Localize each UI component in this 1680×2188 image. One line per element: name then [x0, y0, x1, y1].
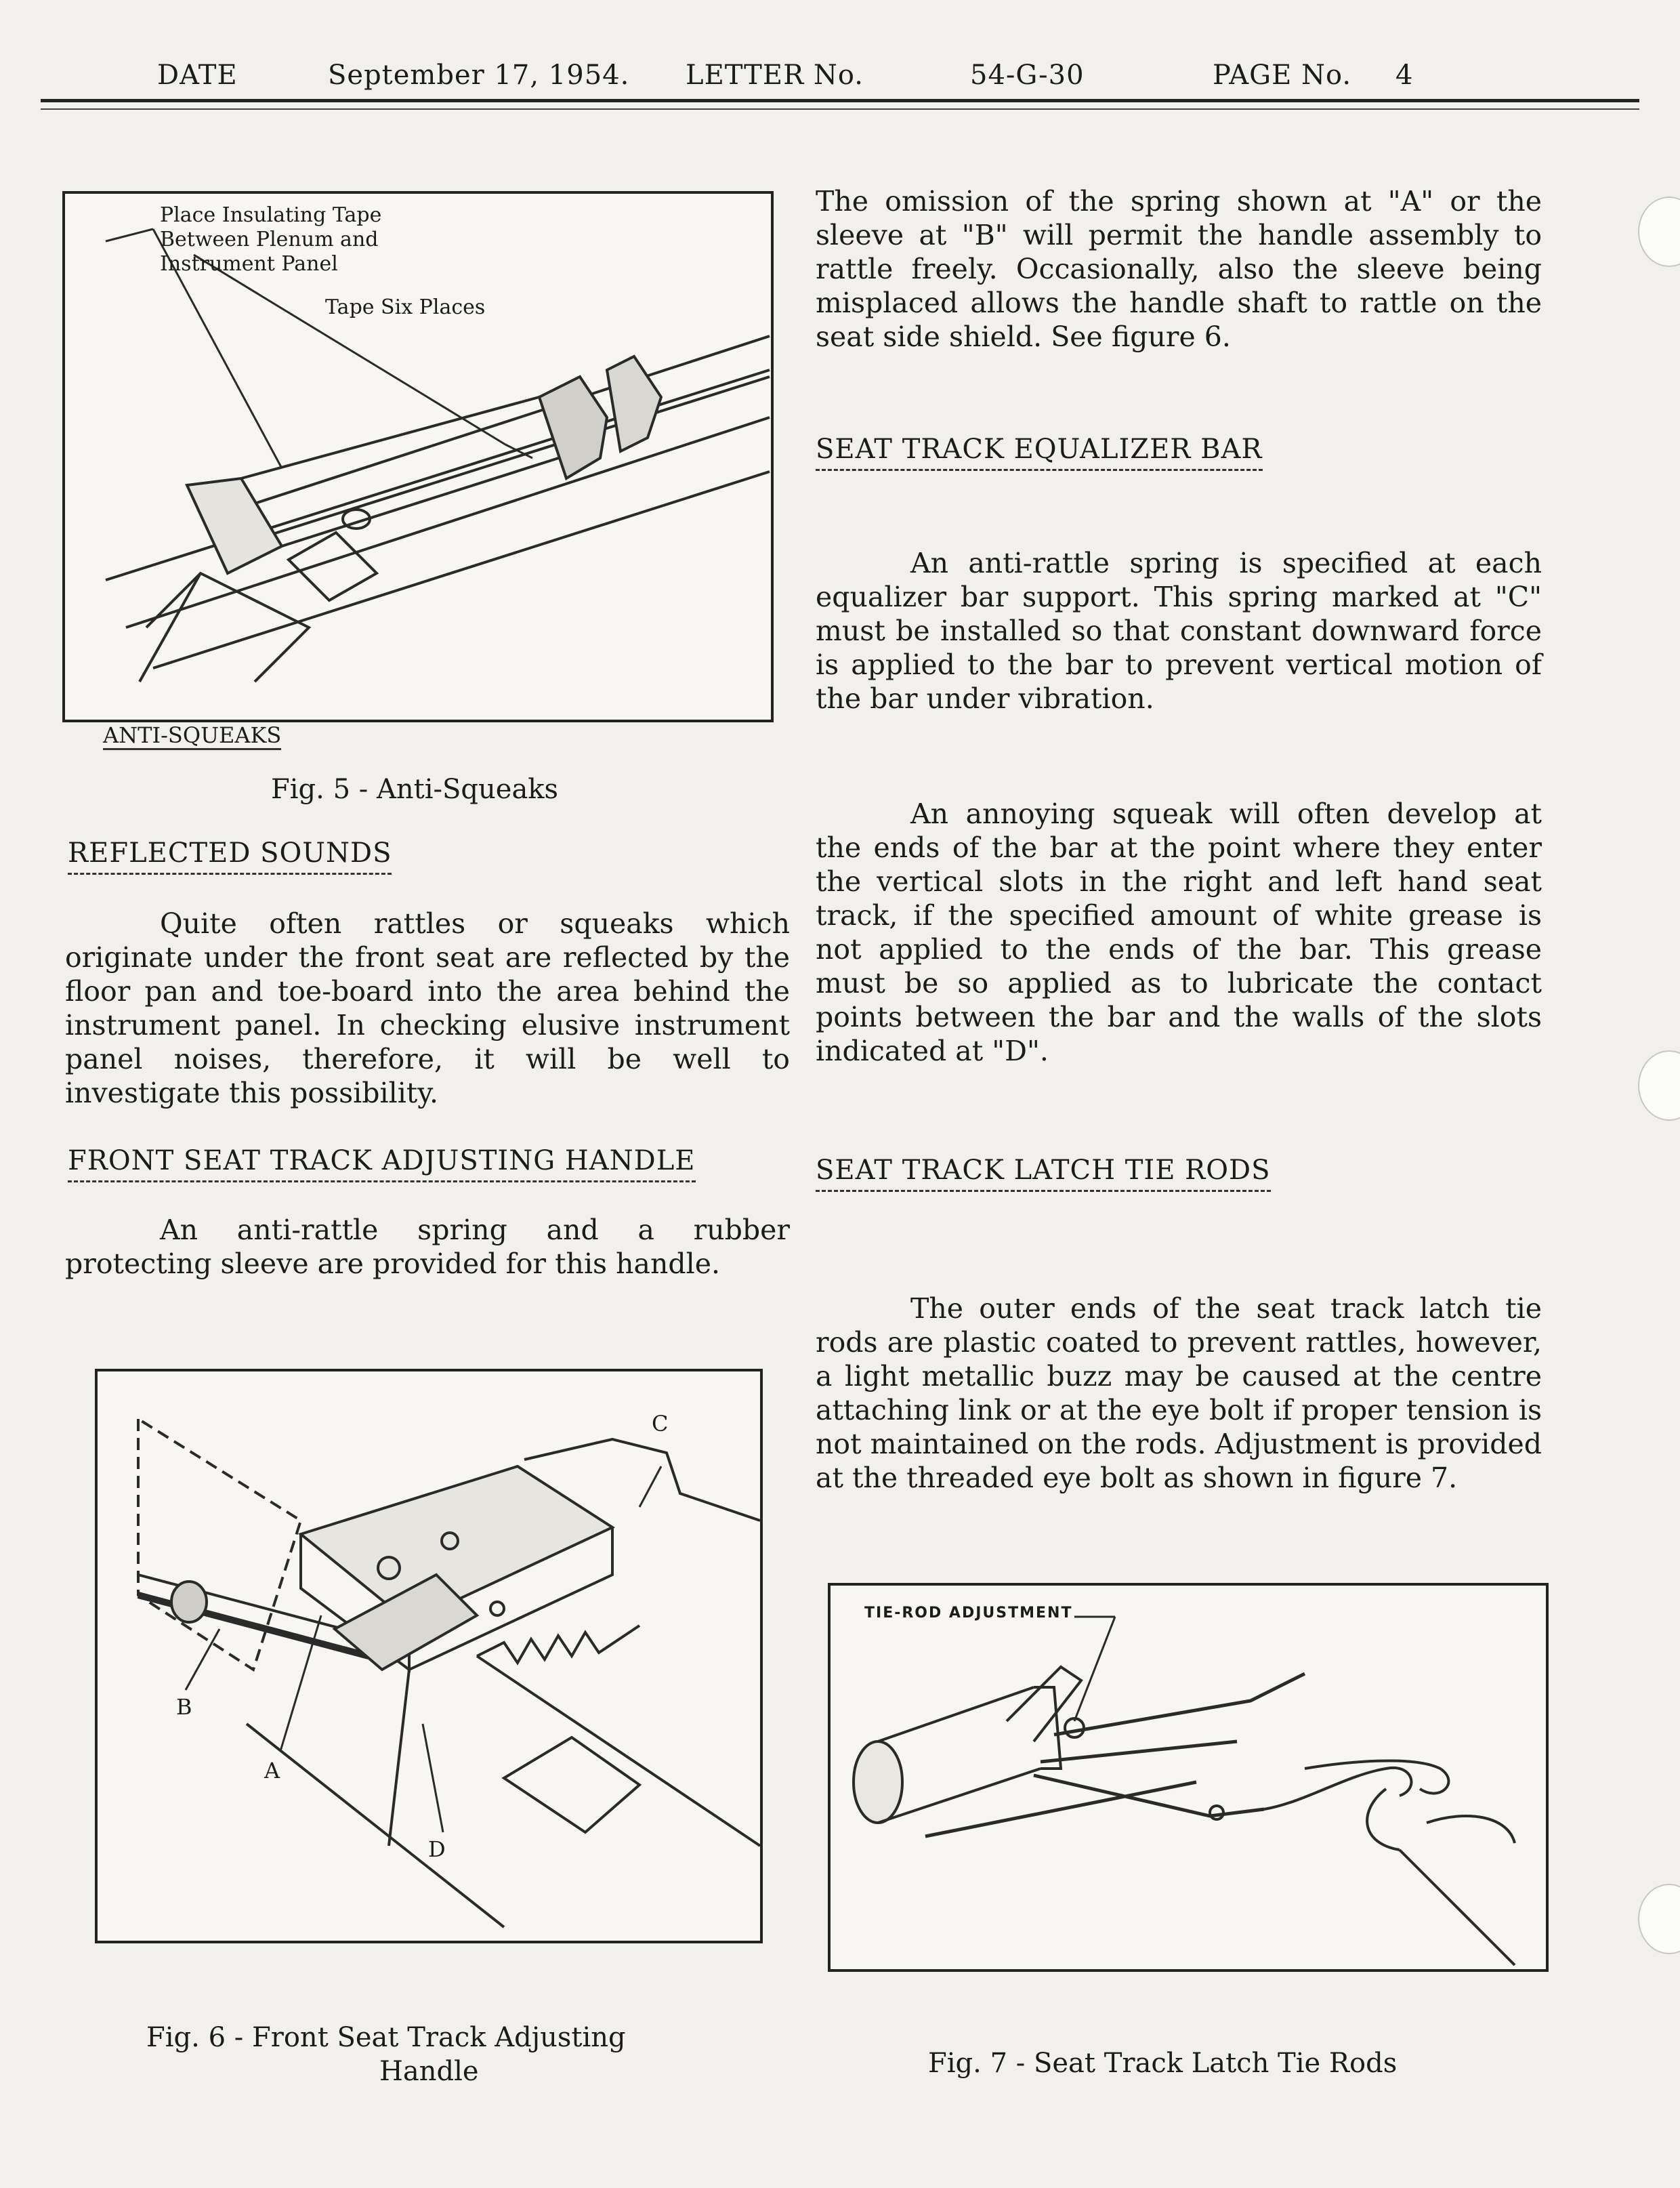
- equalizer-paragraph-1: [816, 546, 1542, 716]
- handle-paragraph: [65, 1213, 790, 1281]
- figure-5-callout-2: Between Plenum and: [160, 228, 379, 251]
- omission-text: The omission of the spring shown at "A" or the sleeve at "B" will permit the handle assembly to rattle freely. Occasionally, also the sleeve being misplaced allows the handle shaft to rattle on the seat side shield. See figure 6.: [816, 185, 1542, 353]
- handle-heading-text: FRONT SEAT TRACK ADJUSTING HANDLE: [68, 1145, 696, 1182]
- equalizer-heading-text: SEAT TRACK EQUALIZER BAR: [816, 434, 1263, 471]
- reflected-sounds-heading-text: REFLECTED SOUNDS: [68, 838, 392, 875]
- equalizer-text-1: An anti-rattle spring is specified at each equalizer bar support. This spring marked at "C" must be installed so that constant downward force is applied to the bar to prevent vertical motion of the bar under vibration.: [816, 547, 1542, 715]
- figure-6-label-c: C: [652, 1411, 669, 1437]
- figure-6-label-b: B: [176, 1694, 192, 1720]
- binder-hole-top: [1638, 197, 1680, 267]
- handle-text: An anti-rattle spring and a rubber protecting sleeve are provided for this handle.: [65, 1214, 790, 1280]
- figure-6-label-d: D: [428, 1836, 446, 1862]
- latch-heading-text: SEAT TRACK LATCH TIE RODS: [816, 1155, 1271, 1192]
- reflected-sounds-heading: [68, 838, 392, 869]
- letter-label: LETTER No.: [686, 60, 864, 91]
- figure-5-caption: Fig. 5 - Anti-Squeaks: [271, 774, 559, 805]
- handle-heading: [68, 1145, 696, 1176]
- equalizer-heading: [816, 434, 1263, 465]
- latch-heading: [816, 1155, 1271, 1186]
- omission-paragraph: [816, 184, 1542, 354]
- figure-7-label: TIE-ROD ADJUSTMENT: [864, 1605, 1073, 1622]
- reflected-sounds-text: Quite often rattles or squeaks which originate under the front seat are reflected by the floor pan and toe-board into the area behind the instrument panel. In checking elusive instrument panel noises, therefore, it will be well to investigate this possibility.: [65, 907, 790, 1109]
- figure-5-anti-squeaks: [62, 191, 774, 722]
- date-label: DATE: [157, 60, 238, 91]
- figure-5-label: ANTI-SQUEAKS: [103, 722, 281, 750]
- figure-6-adjusting-handle: [95, 1369, 763, 1943]
- equalizer-text-2: An annoying squeak will often develop at the ends of the bar at the point where they enter the vertical slots in the right and left hand seat track, if the specified amount of white grease is not applied to the ends of the bar. This grease must be so applied as to lubricate the contact points between the bar and the walls of the slots indicated at "D".: [816, 798, 1542, 1067]
- binder-hole-bottom: [1638, 1884, 1680, 1954]
- latch-paragraph: [816, 1292, 1542, 1495]
- figure-7-illustration: [831, 1586, 1546, 1969]
- page-label: PAGE No.: [1213, 60, 1352, 91]
- page-value: 4: [1395, 60, 1414, 91]
- figure-5-callout-1: Place Insulating Tape: [160, 203, 382, 227]
- letter-value: 54-G-30: [970, 60, 1085, 91]
- binder-hole-middle: [1638, 1050, 1680, 1121]
- figure-7-caption: Fig. 7 - Seat Track Latch Tie Rods: [928, 2048, 1398, 2079]
- figure-5-callout-3: Instrument Panel: [160, 252, 338, 276]
- reflected-sounds-paragraph: [65, 907, 790, 1110]
- header-rule-thin: [41, 108, 1639, 110]
- header-rule: [41, 99, 1639, 102]
- figure-7-tie-rod-adjustment: [828, 1583, 1549, 1972]
- latch-text: The outer ends of the seat track latch tie rods are plastic coated to prevent rattles, however, a light metallic buzz may be caused at the centre attaching link or at the eye bolt if proper tension is not maintained on the rods. Adjustment is provided at the threaded eye bolt as shown in figure 7.: [816, 1292, 1542, 1494]
- figure-6-label-a: A: [264, 1758, 280, 1783]
- date-value: September 17, 1954.: [328, 60, 630, 91]
- figure-6-caption-line-2: Handle: [379, 2056, 479, 2087]
- figure-5-callout-4: Tape Six Places: [325, 295, 486, 319]
- equalizer-paragraph-2: [816, 797, 1542, 1068]
- figure-6-caption-line-1: Fig. 6 - Front Seat Track Adjusting: [146, 2022, 626, 2053]
